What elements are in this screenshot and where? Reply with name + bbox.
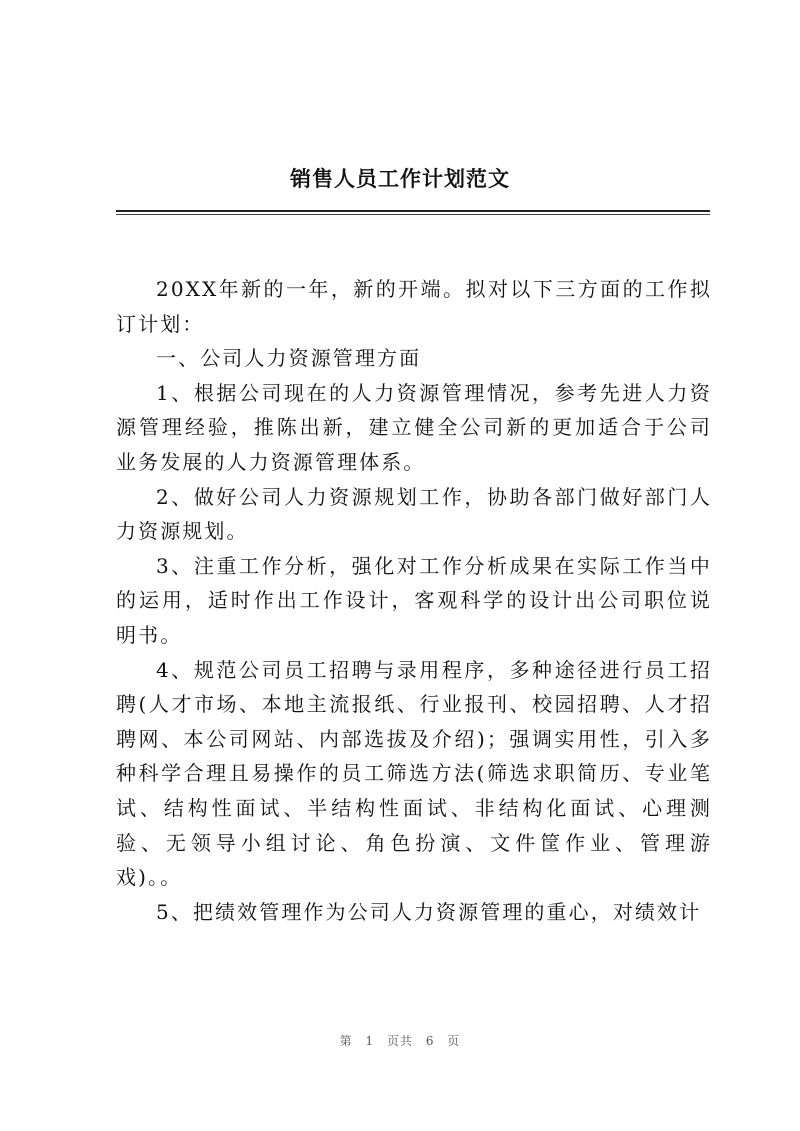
paragraph-item-4: 4、规范公司员工招聘与录用程序，多种途径进行员工招聘(人才市场、本地主流报纸、行业报刊、校园招聘、人才招聘网、本公司网站、内部选拔及介绍)；强调实用性，引入多种科学合理且易操作的员工筛选方法(筛选求职简历、专业笔试、结构性面试、半结构性面试、非结构化面试、心理测验、无领导小组讨论、角色扮演、文件筐作业、管理游戏)。。 xyxy=(116,657,712,890)
paragraph-item-1: 1、根据公司现在的人力资源管理情况，参考先进人力资源管理经验，推陈出新，建立健全公司新的更加适合于公司业务发展的人力资源管理体系。 xyxy=(116,380,712,474)
title-divider xyxy=(116,210,710,212)
footer-middle: 页共 xyxy=(386,1034,413,1048)
document-body xyxy=(116,272,712,929)
footer-total-pages: 6 xyxy=(425,1034,435,1048)
title-divider-thin xyxy=(116,214,710,215)
section-heading: 一、公司人力资源管理方面 xyxy=(156,346,422,371)
footer-prefix: 第 xyxy=(339,1034,353,1048)
paragraph-item-3: 3、注重工作分析，强化对工作分析成果在实际工作当中的运用，适时作出工作设计，客观科学的设计出公司职位说明书。 xyxy=(116,553,712,647)
footer-page-number: 1 xyxy=(365,1034,375,1048)
footer-suffix: 页 xyxy=(447,1034,461,1048)
page-footer xyxy=(0,1032,800,1049)
document-title: 销售人员工作计划范文 xyxy=(290,167,510,191)
paragraph-intro: 20XX年新的一年，新的开端。拟对以下三方面的工作拟订计划： xyxy=(116,277,712,336)
paragraph-item-2: 2、做好公司人力资源规划工作，协助各部门做好部门人力资源规划。 xyxy=(116,484,712,544)
paragraph-item-5: 5、把绩效管理作为公司人力资源管理的重心，对绩效计 xyxy=(156,899,702,924)
